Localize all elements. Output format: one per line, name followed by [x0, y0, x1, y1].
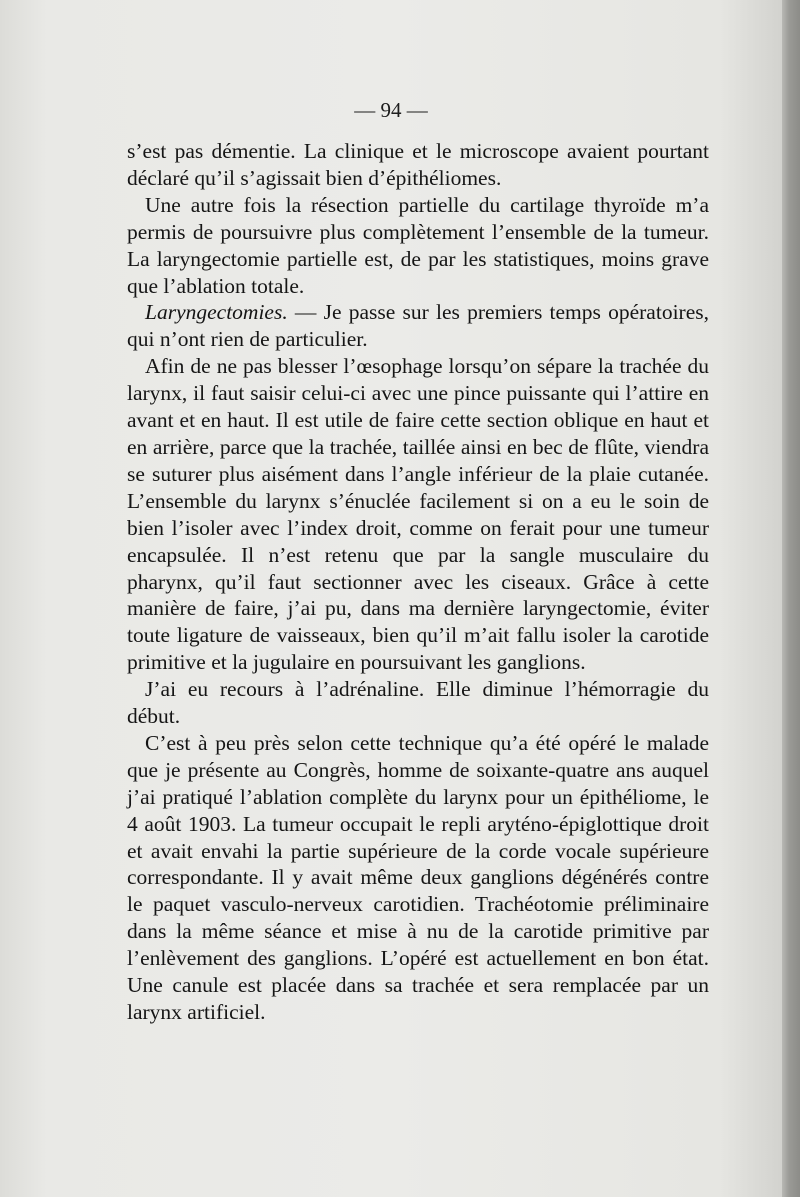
- page-number: — 94 —: [354, 98, 428, 122]
- paragraph: [127, 676, 709, 730]
- paragraph-text: J’ai eu recours à l’adrénaline. Elle diminue l’hémorragie du début.: [127, 677, 709, 729]
- paragraph-text: C’est à peu près selon cette technique qu’a été opéré le malade que je présente au Congrès, homme de soixante-quatre ans auquel j’ai pratiqué l’ablation complète du larynx pour un épithéliome, le 4 août 1903. La tumeur occupait le repli aryténo-épiglottique droit et avait envahi la partie supérieure de la corde vocale supérieure correspondante. Il y avait même deux ganglions dégénérés contre le paquet vasculo-nerveux carotidien. Trachéotomie préliminaire dans la même séance et mise à nu de la carotide primitive par l’enlèvement des ganglions. L’opéré est actuellement en bon état. Une canule est placée dans sa trachée et sera remplacée par un larynx artificiel.: [127, 730, 709, 1024]
- paragraph-text: Afin de ne pas blesser l’œsophage lorsqu’on sépare la trachée du larynx, il faut saisir celui-ci avec une pince puissante qui l’attire en avant et en haut. Il est utile de faire cette section oblique en haut et en arrière, parce que la trachée, taillée ainsi en bec de flûte, viendra se suturer plus aisément dans l’angle inférieur de la plaie cutanée. L’ensemble du larynx s’énuclée facilement si on a eu le soin de bien l’isoler avec l’index droit, comme on ferait pour une tumeur encapsulée. Il n’est retenu que par la sangle musculaire du pharynx, qu’il faut sectionner avec les ciseaux. Grâce à cette manière de faire, j’ai pu, dans ma dernière laryngectomie, éviter toute ligature de vaisseaux, bien qu’il m’ait fallu isoler la carotide primitive et la jugulaire en poursuivant les ganglions.: [127, 354, 709, 675]
- paragraph: [127, 192, 709, 300]
- paragraph-text: s’est pas démentie. La clinique et le microscope avaient pourtant déclaré qu’il s’agissait bien d’épithéliomes.: [127, 139, 709, 190]
- section-heading: Laryngectomies.: [145, 300, 288, 325]
- paragraph: [127, 730, 709, 1026]
- paragraph: [127, 138, 709, 192]
- page-edge: [782, 0, 800, 1197]
- paragraph-text: Une autre fois la résection partielle du cartilage thyroïde m’a permis de poursuivre plus complètement l’ensemble de la tumeur. La laryngectomie partielle est, de par les statistiques, moins grave que l’ablation totale.: [127, 192, 709, 298]
- paragraph: [127, 299, 709, 353]
- body-text: [127, 138, 709, 1026]
- paragraph: [127, 353, 709, 676]
- paragraph-text: — Je passe sur les premiers temps opératoires, qui n’ont rien de particulier.: [127, 300, 709, 352]
